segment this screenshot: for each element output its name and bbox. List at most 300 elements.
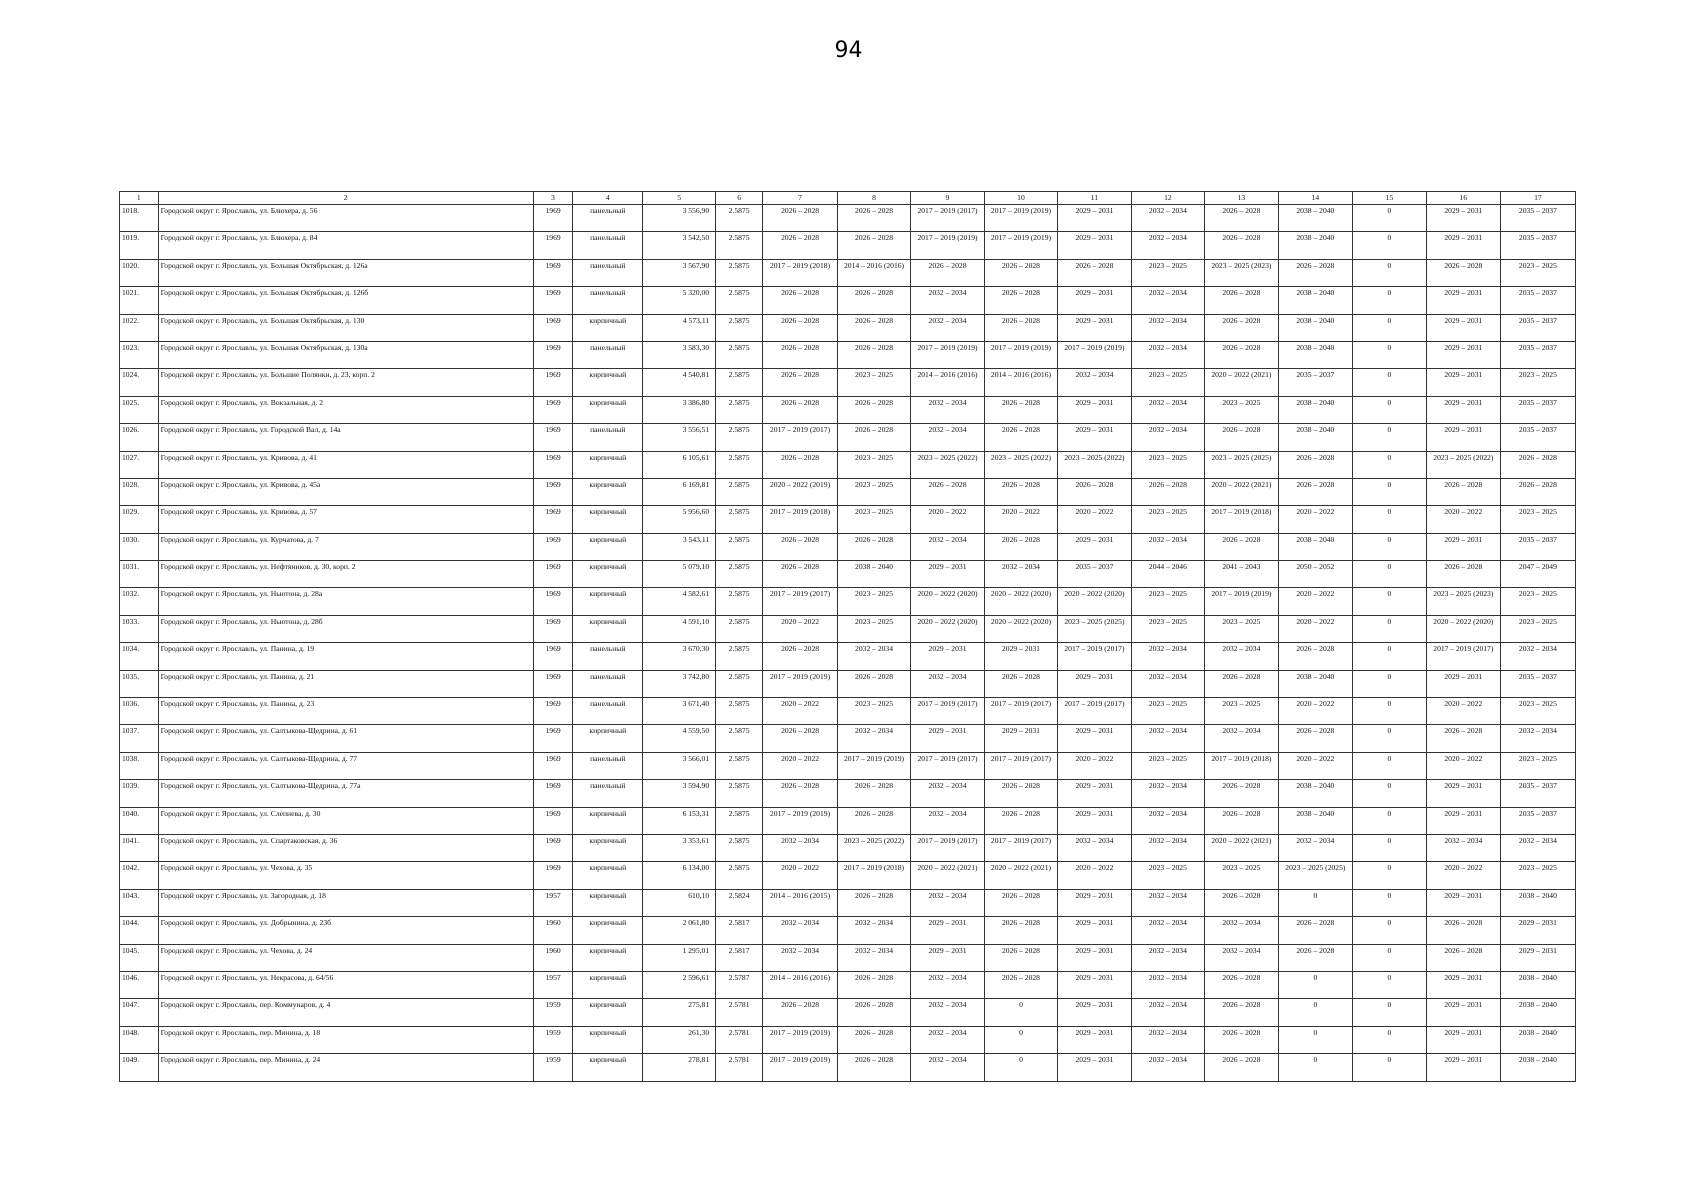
period-cell-col10: 2029 – 2031: [985, 643, 1058, 670]
table-row: [120, 533, 1576, 560]
table-row: [120, 561, 1576, 588]
period-cell-col12: 2023 – 2025: [1131, 506, 1204, 533]
page-number: 94: [834, 38, 863, 63]
period-cell-col12: 2032 – 2034: [1131, 643, 1204, 670]
period-cell-col16: 2029 – 2031: [1426, 533, 1500, 560]
year-built-cell: 1969: [533, 588, 573, 615]
period-cell-col13: 2026 – 2028: [1204, 889, 1278, 916]
address-cell: Городской округ г. Ярославль, ул. Курчатова, д. 7: [158, 533, 533, 560]
wall-material-cell: кирпичный: [573, 999, 643, 1026]
period-cell-col12: 2032 – 2034: [1131, 314, 1204, 341]
period-cell-col11: 2029 – 2031: [1057, 999, 1131, 1026]
period-cell-col11: 2017 – 2019 (2017): [1057, 698, 1131, 725]
housing-repair-schedule-table: [119, 191, 1576, 1082]
total-area-cell: 3 353,61: [643, 834, 716, 861]
coefficient-cell: 2.5875: [716, 643, 763, 670]
period-cell-col16: 2029 – 2031: [1426, 232, 1500, 259]
period-cell-col17: 2032 – 2034: [1500, 725, 1575, 752]
year-built-cell: 1969: [533, 287, 573, 314]
column-header-8: 8: [838, 192, 911, 205]
period-cell-col17: 2026 – 2028: [1500, 478, 1575, 505]
year-built-cell: 1969: [533, 862, 573, 889]
period-cell-col9: 2017 – 2019 (2017): [911, 698, 985, 725]
period-cell-col16: 2029 – 2031: [1426, 1054, 1500, 1081]
period-cell-col16: 2020 – 2022: [1426, 698, 1500, 725]
period-cell-col8: 2023 – 2025: [838, 588, 911, 615]
column-header-2: 2: [158, 192, 533, 205]
period-cell-col16: 2029 – 2031: [1426, 287, 1500, 314]
period-cell-col9: 2032 – 2034: [911, 889, 985, 916]
period-cell-col15: 0: [1352, 862, 1426, 889]
year-built-cell: 1969: [533, 725, 573, 752]
period-cell-col14: 2032 – 2034: [1278, 834, 1352, 861]
row-number-cell: 1048.: [120, 1026, 159, 1053]
row-number-cell: 1033.: [120, 615, 159, 642]
period-cell-col7: 2020 – 2022: [763, 862, 838, 889]
period-cell-col10: 0: [985, 999, 1058, 1026]
period-cell-col12: 2032 – 2034: [1131, 287, 1204, 314]
period-cell-col8: 2023 – 2025 (2022): [838, 834, 911, 861]
row-number-cell: 1022.: [120, 314, 159, 341]
period-cell-col11: 2032 – 2034: [1057, 834, 1131, 861]
year-built-cell: 1969: [533, 752, 573, 779]
coefficient-cell: 2.5875: [716, 862, 763, 889]
period-cell-col15: 0: [1352, 889, 1426, 916]
wall-material-cell: кирпичный: [573, 588, 643, 615]
period-cell-col13: 2032 – 2034: [1204, 725, 1278, 752]
period-cell-col14: 2026 – 2028: [1278, 725, 1352, 752]
period-cell-col8: 2026 – 2028: [838, 780, 911, 807]
column-header-1: 1: [120, 192, 159, 205]
period-cell-col12: 2032 – 2034: [1131, 999, 1204, 1026]
period-cell-col8: 2023 – 2025: [838, 451, 911, 478]
period-cell-col13: 2023 – 2025: [1204, 698, 1278, 725]
period-cell-col16: 2029 – 2031: [1426, 670, 1500, 697]
period-cell-col16: 2026 – 2028: [1426, 478, 1500, 505]
wall-material-cell: панельный: [573, 205, 643, 232]
period-cell-col10: 2017 – 2019 (2017): [985, 834, 1058, 861]
wall-material-cell: панельный: [573, 424, 643, 451]
row-number-cell: 1023.: [120, 341, 159, 368]
address-cell: Городской округ г. Ярославль, ул. Большая Октябрьская, д. 126б: [158, 287, 533, 314]
period-cell-col9: 2017 – 2019 (2019): [911, 341, 985, 368]
period-cell-col12: 2032 – 2034: [1131, 424, 1204, 451]
table-row: [120, 725, 1576, 752]
period-cell-col9: 2020 – 2022 (2021): [911, 862, 985, 889]
total-area-cell: 4 540,81: [643, 369, 716, 396]
period-cell-col10: 2017 – 2019 (2019): [985, 205, 1058, 232]
row-number-cell: 1044.: [120, 917, 159, 944]
total-area-cell: 3 556,51: [643, 424, 716, 451]
total-area-cell: 6 169,81: [643, 478, 716, 505]
period-cell-col9: 2014 – 2016 (2016): [911, 369, 985, 396]
total-area-cell: 3 583,30: [643, 341, 716, 368]
row-number-cell: 1019.: [120, 232, 159, 259]
period-cell-col10: 2026 – 2028: [985, 424, 1058, 451]
period-cell-col15: 0: [1352, 807, 1426, 834]
period-cell-col13: 2026 – 2028: [1204, 999, 1278, 1026]
period-cell-col10: 2026 – 2028: [985, 314, 1058, 341]
coefficient-cell: 2.5875: [716, 561, 763, 588]
table-row: [120, 588, 1576, 615]
period-cell-col13: 2026 – 2028: [1204, 670, 1278, 697]
period-cell-col9: 2029 – 2031: [911, 917, 985, 944]
period-cell-col13: 2026 – 2028: [1204, 314, 1278, 341]
wall-material-cell: панельный: [573, 643, 643, 670]
total-area-cell: 6 134,00: [643, 862, 716, 889]
table-row: [120, 752, 1576, 779]
period-cell-col11: 2029 – 2031: [1057, 314, 1131, 341]
period-cell-col12: 2032 – 2034: [1131, 670, 1204, 697]
column-number-header-row: [120, 192, 1576, 205]
total-area-cell: 3 670,30: [643, 643, 716, 670]
period-cell-col15: 0: [1352, 971, 1426, 998]
period-cell-col9: 2017 – 2019 (2017): [911, 834, 985, 861]
period-cell-col11: 2017 – 2019 (2019): [1057, 341, 1131, 368]
table-row: [120, 1026, 1576, 1053]
period-cell-col15: 0: [1352, 396, 1426, 423]
period-cell-col14: 2026 – 2028: [1278, 478, 1352, 505]
table-row: [120, 643, 1576, 670]
period-cell-col17: 2023 – 2025: [1500, 752, 1575, 779]
period-cell-col11: 2029 – 2031: [1057, 533, 1131, 560]
period-cell-col12: 2032 – 2034: [1131, 917, 1204, 944]
period-cell-col16: 2029 – 2031: [1426, 1026, 1500, 1053]
period-cell-col11: 2029 – 2031: [1057, 725, 1131, 752]
row-number-cell: 1021.: [120, 287, 159, 314]
period-cell-col17: 2029 – 2031: [1500, 917, 1575, 944]
address-cell: Городской округ г. Ярославль, ул. Панина, д. 23: [158, 698, 533, 725]
period-cell-col14: 2026 – 2028: [1278, 451, 1352, 478]
coefficient-cell: 2.5875: [716, 232, 763, 259]
period-cell-col17: 2035 – 2037: [1500, 287, 1575, 314]
period-cell-col7: 2026 – 2028: [763, 780, 838, 807]
period-cell-col17: 2038 – 2040: [1500, 999, 1575, 1026]
column-header-5: 5: [643, 192, 716, 205]
period-cell-col16: 2023 – 2025 (2023): [1426, 588, 1500, 615]
period-cell-col16: 2029 – 2031: [1426, 999, 1500, 1026]
period-cell-col12: 2023 – 2025: [1131, 698, 1204, 725]
coefficient-cell: 2.5875: [716, 259, 763, 286]
row-number-cell: 1031.: [120, 561, 159, 588]
period-cell-col13: 2026 – 2028: [1204, 971, 1278, 998]
period-cell-col13: 2023 – 2025: [1204, 615, 1278, 642]
period-cell-col9: 2032 – 2034: [911, 999, 985, 1026]
period-cell-col10: 2026 – 2028: [985, 807, 1058, 834]
period-cell-col7: 2026 – 2028: [763, 561, 838, 588]
address-cell: Городской округ г. Ярославль, ул. Большие Полянки, д. 23, корп. 2: [158, 369, 533, 396]
address-cell: Городской округ г. Ярославль, ул. Некрасова, д. 64/56: [158, 971, 533, 998]
year-built-cell: 1969: [533, 780, 573, 807]
column-header-17: 17: [1500, 192, 1575, 205]
period-cell-col12: 2023 – 2025: [1131, 451, 1204, 478]
table-row: [120, 999, 1576, 1026]
period-cell-col17: 2035 – 2037: [1500, 424, 1575, 451]
period-cell-col7: 2026 – 2028: [763, 287, 838, 314]
address-cell: Городской округ г. Ярославль, ул. Кривова, д. 41: [158, 451, 533, 478]
coefficient-cell: 2.5875: [716, 807, 763, 834]
year-built-cell: 1969: [533, 615, 573, 642]
period-cell-col15: 0: [1352, 780, 1426, 807]
period-cell-col13: 2023 – 2025 (2023): [1204, 259, 1278, 286]
table-row: [120, 807, 1576, 834]
period-cell-col13: 2026 – 2028: [1204, 780, 1278, 807]
period-cell-col11: 2020 – 2022 (2020): [1057, 588, 1131, 615]
period-cell-col16: 2020 – 2022: [1426, 862, 1500, 889]
table-row: [120, 396, 1576, 423]
period-cell-col12: 2032 – 2034: [1131, 533, 1204, 560]
address-cell: Городской округ г. Ярославль, ул. Добрынина, д. 23б: [158, 917, 533, 944]
period-cell-col11: 2035 – 2037: [1057, 561, 1131, 588]
period-cell-col8: 2026 – 2028: [838, 396, 911, 423]
address-cell: Городской округ г. Ярославль, ул. Салтыкова-Щедрина, д. 77: [158, 752, 533, 779]
period-cell-col14: 2038 – 2040: [1278, 232, 1352, 259]
period-cell-col13: 2026 – 2028: [1204, 1054, 1278, 1081]
period-cell-col10: 0: [985, 1054, 1058, 1081]
period-cell-col11: 2023 – 2025 (2022): [1057, 451, 1131, 478]
year-built-cell: 1969: [533, 369, 573, 396]
period-cell-col7: 2026 – 2028: [763, 451, 838, 478]
wall-material-cell: кирпичный: [573, 396, 643, 423]
year-built-cell: 1969: [533, 314, 573, 341]
period-cell-col13: 2020 – 2022 (2021): [1204, 369, 1278, 396]
period-cell-col12: 2023 – 2025: [1131, 862, 1204, 889]
year-built-cell: 1969: [533, 232, 573, 259]
coefficient-cell: 2.5875: [716, 588, 763, 615]
year-built-cell: 1969: [533, 259, 573, 286]
coefficient-cell: 2.5875: [716, 780, 763, 807]
wall-material-cell: панельный: [573, 341, 643, 368]
period-cell-col10: 2026 – 2028: [985, 917, 1058, 944]
total-area-cell: 3 556,90: [643, 205, 716, 232]
wall-material-cell: кирпичный: [573, 369, 643, 396]
period-cell-col8: 2026 – 2028: [838, 205, 911, 232]
wall-material-cell: панельный: [573, 287, 643, 314]
period-cell-col15: 0: [1352, 205, 1426, 232]
row-number-cell: 1035.: [120, 670, 159, 697]
year-built-cell: 1957: [533, 889, 573, 916]
period-cell-col7: 2020 – 2022: [763, 698, 838, 725]
wall-material-cell: панельный: [573, 780, 643, 807]
total-area-cell: 5 079,10: [643, 561, 716, 588]
period-cell-col14: 2035 – 2037: [1278, 369, 1352, 396]
coefficient-cell: 2.5781: [716, 1054, 763, 1081]
period-cell-col7: 2026 – 2028: [763, 369, 838, 396]
address-cell: Городской округ г. Ярославль, ул. Нефтяников, д. 30, корп. 2: [158, 561, 533, 588]
period-cell-col8: 2023 – 2025: [838, 478, 911, 505]
table-row: [120, 834, 1576, 861]
period-cell-col17: 2035 – 2037: [1500, 807, 1575, 834]
column-header-6: 6: [716, 192, 763, 205]
total-area-cell: 278,81: [643, 1054, 716, 1081]
period-cell-col8: 2023 – 2025: [838, 615, 911, 642]
period-cell-col8: 2017 – 2019 (2019): [838, 752, 911, 779]
period-cell-col17: 2029 – 2031: [1500, 944, 1575, 971]
wall-material-cell: панельный: [573, 232, 643, 259]
period-cell-col12: 2044 – 2046: [1131, 561, 1204, 588]
period-cell-col10: 2029 – 2031: [985, 725, 1058, 752]
wall-material-cell: панельный: [573, 752, 643, 779]
row-number-cell: 1049.: [120, 1054, 159, 1081]
wall-material-cell: кирпичный: [573, 1026, 643, 1053]
period-cell-col12: 2032 – 2034: [1131, 205, 1204, 232]
period-cell-col14: 2020 – 2022: [1278, 698, 1352, 725]
table-body: [120, 205, 1576, 1082]
table-row: [120, 259, 1576, 286]
year-built-cell: 1969: [533, 834, 573, 861]
total-area-cell: 2 596,61: [643, 971, 716, 998]
period-cell-col11: 2029 – 2031: [1057, 1026, 1131, 1053]
period-cell-col9: 2032 – 2034: [911, 396, 985, 423]
wall-material-cell: панельный: [573, 670, 643, 697]
total-area-cell: 610,10: [643, 889, 716, 916]
period-cell-col11: 2029 – 2031: [1057, 971, 1131, 998]
total-area-cell: 3 567,90: [643, 259, 716, 286]
address-cell: Городской округ г. Ярославль, ул. Слепнева, д. 30: [158, 807, 533, 834]
period-cell-col9: 2029 – 2031: [911, 725, 985, 752]
coefficient-cell: 2.5875: [716, 314, 763, 341]
period-cell-col14: 2038 – 2040: [1278, 670, 1352, 697]
period-cell-col15: 0: [1352, 643, 1426, 670]
year-built-cell: 1969: [533, 506, 573, 533]
period-cell-col16: 2029 – 2031: [1426, 314, 1500, 341]
coefficient-cell: 2.5875: [716, 615, 763, 642]
period-cell-col8: 2032 – 2034: [838, 944, 911, 971]
column-header-14: 14: [1278, 192, 1352, 205]
period-cell-col14: 2038 – 2040: [1278, 341, 1352, 368]
year-built-cell: 1959: [533, 999, 573, 1026]
period-cell-col14: 2038 – 2040: [1278, 424, 1352, 451]
column-header-7: 7: [763, 192, 838, 205]
period-cell-col9: 2026 – 2028: [911, 478, 985, 505]
period-cell-col12: 2032 – 2034: [1131, 725, 1204, 752]
period-cell-col8: 2026 – 2028: [838, 1054, 911, 1081]
period-cell-col17: 2047 – 2049: [1500, 561, 1575, 588]
table-row: [120, 670, 1576, 697]
period-cell-col14: 0: [1278, 971, 1352, 998]
period-cell-col15: 0: [1352, 232, 1426, 259]
year-built-cell: 1969: [533, 698, 573, 725]
address-cell: Городской округ г. Ярославль, ул. Загородная, д. 18: [158, 889, 533, 916]
period-cell-col9: 2020 – 2022: [911, 506, 985, 533]
period-cell-col17: 2032 – 2034: [1500, 834, 1575, 861]
period-cell-col17: 2035 – 2037: [1500, 780, 1575, 807]
period-cell-col7: 2020 – 2022: [763, 615, 838, 642]
period-cell-col11: 2020 – 2022: [1057, 752, 1131, 779]
total-area-cell: 3 386,80: [643, 396, 716, 423]
period-cell-col15: 0: [1352, 533, 1426, 560]
row-number-cell: 1039.: [120, 780, 159, 807]
period-cell-col14: 2038 – 2040: [1278, 533, 1352, 560]
period-cell-col16: 2029 – 2031: [1426, 396, 1500, 423]
wall-material-cell: кирпичный: [573, 1054, 643, 1081]
period-cell-col15: 0: [1352, 451, 1426, 478]
row-number-cell: 1020.: [120, 259, 159, 286]
wall-material-cell: панельный: [573, 698, 643, 725]
period-cell-col7: 2026 – 2028: [763, 725, 838, 752]
period-cell-col11: 2020 – 2022: [1057, 506, 1131, 533]
period-cell-col11: 2029 – 2031: [1057, 232, 1131, 259]
period-cell-col7: 2026 – 2028: [763, 341, 838, 368]
period-cell-col9: 2020 – 2022 (2020): [911, 615, 985, 642]
table-row: [120, 341, 1576, 368]
period-cell-col10: 2020 – 2022 (2020): [985, 588, 1058, 615]
period-cell-col10: 2026 – 2028: [985, 971, 1058, 998]
period-cell-col11: 2029 – 2031: [1057, 780, 1131, 807]
period-cell-col15: 0: [1352, 917, 1426, 944]
total-area-cell: 3 566,01: [643, 752, 716, 779]
period-cell-col8: 2026 – 2028: [838, 971, 911, 998]
period-cell-col11: 2029 – 2031: [1057, 396, 1131, 423]
period-cell-col15: 0: [1352, 670, 1426, 697]
row-number-cell: 1028.: [120, 478, 159, 505]
period-cell-col14: 2038 – 2040: [1278, 287, 1352, 314]
period-cell-col7: 2014 – 2016 (2016): [763, 971, 838, 998]
period-cell-col12: 2032 – 2034: [1131, 944, 1204, 971]
period-cell-col11: 2026 – 2028: [1057, 478, 1131, 505]
period-cell-col10: 2026 – 2028: [985, 259, 1058, 286]
table-row: [120, 862, 1576, 889]
wall-material-cell: панельный: [573, 259, 643, 286]
period-cell-col15: 0: [1352, 615, 1426, 642]
year-built-cell: 1969: [533, 205, 573, 232]
total-area-cell: 261,30: [643, 1026, 716, 1053]
period-cell-col16: 2029 – 2031: [1426, 341, 1500, 368]
period-cell-col17: 2026 – 2028: [1500, 451, 1575, 478]
period-cell-col13: 2023 – 2025 (2025): [1204, 451, 1278, 478]
period-cell-col8: 2026 – 2028: [838, 670, 911, 697]
coefficient-cell: 2.5875: [716, 287, 763, 314]
table-row: [120, 232, 1576, 259]
year-built-cell: 1969: [533, 424, 573, 451]
period-cell-col13: 2032 – 2034: [1204, 917, 1278, 944]
period-cell-col15: 0: [1352, 1026, 1426, 1053]
address-cell: Городской округ г. Ярославль, ул. Салтыкова-Щедрина, д. 61: [158, 725, 533, 752]
period-cell-col15: 0: [1352, 725, 1426, 752]
period-cell-col10: 2020 – 2022 (2021): [985, 862, 1058, 889]
address-cell: Городской округ г. Ярославль, ул. Салтыкова-Щедрина, д. 77а: [158, 780, 533, 807]
period-cell-col9: 2029 – 2031: [911, 561, 985, 588]
period-cell-col10: 2014 – 2016 (2016): [985, 369, 1058, 396]
period-cell-col10: 2026 – 2028: [985, 889, 1058, 916]
period-cell-col11: 2023 – 2025 (2025): [1057, 615, 1131, 642]
address-cell: Городской округ г. Ярославль, ул. Чехова, д. 24: [158, 944, 533, 971]
period-cell-col17: 2032 – 2034: [1500, 643, 1575, 670]
row-number-cell: 1029.: [120, 506, 159, 533]
row-number-cell: 1038.: [120, 752, 159, 779]
period-cell-col14: 2020 – 2022: [1278, 615, 1352, 642]
total-area-cell: 1 295,01: [643, 944, 716, 971]
period-cell-col7: 2032 – 2034: [763, 917, 838, 944]
total-area-cell: 3 543,11: [643, 533, 716, 560]
period-cell-col7: 2032 – 2034: [763, 944, 838, 971]
total-area-cell: 4 559,50: [643, 725, 716, 752]
period-cell-col7: 2017 – 2019 (2019): [763, 1054, 838, 1081]
period-cell-col10: 2020 – 2022 (2020): [985, 615, 1058, 642]
period-cell-col12: 2026 – 2028: [1131, 478, 1204, 505]
year-built-cell: 1960: [533, 917, 573, 944]
coefficient-cell: 2.5875: [716, 341, 763, 368]
year-built-cell: 1969: [533, 561, 573, 588]
period-cell-col17: 2038 – 2040: [1500, 889, 1575, 916]
period-cell-col16: 2029 – 2031: [1426, 807, 1500, 834]
column-header-3: 3: [533, 192, 573, 205]
column-header-15: 15: [1352, 192, 1426, 205]
period-cell-col17: 2023 – 2025: [1500, 506, 1575, 533]
wall-material-cell: кирпичный: [573, 478, 643, 505]
period-cell-col16: 2029 – 2031: [1426, 780, 1500, 807]
year-built-cell: 1969: [533, 478, 573, 505]
